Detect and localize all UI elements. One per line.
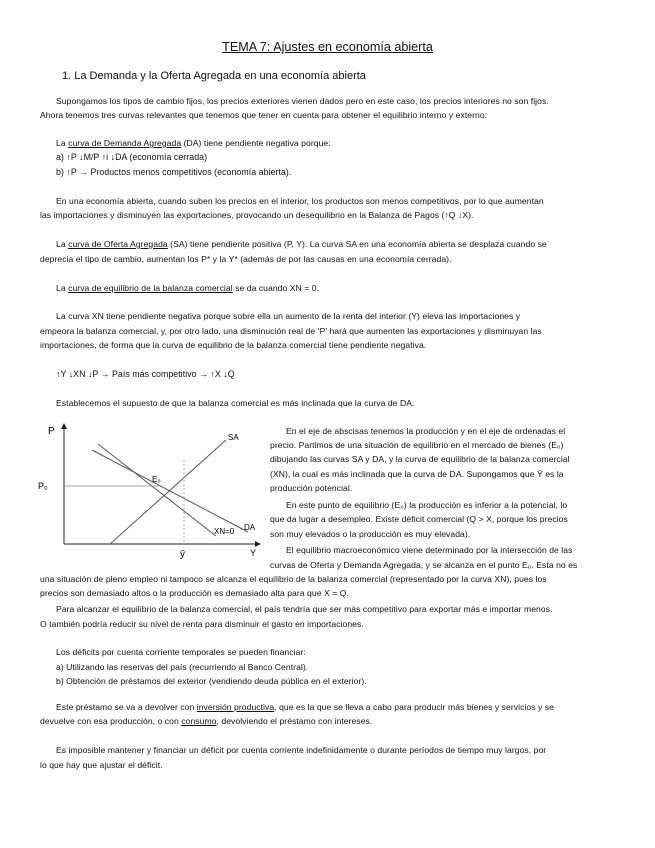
- xn-label: XN=0: [214, 527, 235, 536]
- paragraph-line: precios son demasiado altos o la producción es demasiado alta para que X = Q.: [40, 588, 349, 598]
- xn-definition: La curva de equilibrio de la balanza comercial se da cuando XN = 0.: [56, 283, 320, 293]
- paragraph-line: curvas de Oferta y Demanda Agregada, y se alcanza en el punto E₀. Esta no es: [270, 560, 578, 570]
- paragraph-line: importaciones, de forma que la curva de equilibrio de la balanza comercial tiene pendiente negativa.: [40, 340, 427, 350]
- paragraph-line: Es imposible mantener y financiar un déficit por cuenta corriente indefinidamente o durante períodos de tiempo muy largos, por: [56, 745, 547, 755]
- paragraph-line: producción potencial.: [270, 483, 353, 493]
- da-reason-a: a) ↑P ↓M/P ↑i ↓DA (economía cerrada): [56, 152, 208, 162]
- sa-definition: La curva de Oferta Agregada (SA) tiene pendiente positiva (P, Y). La curva SA en una economía abierta se desplaza cuando se: [56, 239, 547, 249]
- da-curve: [92, 450, 248, 532]
- sa-curve: [110, 440, 226, 544]
- paragraph-line: Para alcanzar el equilibrio de la balanza comercial, el país tendría que ser más competitivo para exportar más e importar menos.: [56, 604, 553, 614]
- financing-item-b: b) Obtención de préstamos del exterior (vendiendo deuda pública en el exterior).: [56, 676, 367, 686]
- ad-as-xn-diagram: [36, 420, 268, 560]
- da-label: DA: [244, 523, 256, 532]
- paragraph-line: (XN), la cual es más inclinada que la curva de DA. Supongamos que Ȳ es la: [270, 469, 564, 479]
- paragraph-line: precio. Partimos de una situación de equilibrio en el mercado de bienes (E₀): [270, 440, 564, 450]
- assumption-line: Establecemos el supuesto de que la balanza comercial es más inclinada que la curva de DA.: [56, 398, 415, 408]
- causal-chain: ↑Y ↓XN ↓P → País más competitivo → ↑X ↓Q: [56, 369, 235, 379]
- ybar-label: ȳ: [180, 549, 185, 560]
- paragraph-line: las importaciones y disminuyen las exportaciones, provocando un desequilibrio en la Balanza de Pagos (↑Q ↓X).: [40, 210, 474, 220]
- intro-line: Ahora tenemos tres curvas relevantes que tenemos que tener en cuenta para obtener el equilibrio interno y externo:: [40, 110, 488, 120]
- p-axis-label: P: [48, 426, 55, 437]
- paragraph-line: empeora la balanza comercial, y, por otro lado, una disminución real de ‘P’ hará que aumenten las exportaciones y disminuyan las: [40, 326, 542, 336]
- paragraph-line: En el eje de abscisas tenemos la producción y en el eje de ordenadas el: [286, 426, 566, 436]
- sa-label: SA: [228, 433, 239, 442]
- paragraph-line: El equilibrio macroeconómico viene determinado por la intersección de las: [286, 545, 573, 555]
- paragraph-line: En este punto de equilibrio (E₀) la producción es inferior a la potencial, lo: [286, 500, 568, 510]
- paragraph-line: La curva XN tiene pendiente negativa porque sobre ella un aumento de la renta del interior (Y) eleva las importaciones y: [56, 311, 521, 321]
- da-definition: La curva de Demanda Agregada (DA) tiene pendiente negativa porque:: [56, 138, 331, 148]
- intro-line: Supongamos los tipos de cambio fijos, los precios exteriores vienen dados pero en este caso, los precios interiores no son fijos.: [56, 96, 549, 106]
- paragraph-line: O también podría reducir su nivel de renta para disminuir el gasto en importaciones.: [40, 619, 364, 629]
- e0-label: E₀: [152, 475, 161, 484]
- section-heading: 1. La Demanda y la Oferta Agregada en una economía abierta: [62, 70, 366, 82]
- paragraph-line: lo que hay que ajustar el déficit.: [40, 760, 163, 770]
- y-axis-label: Y: [250, 548, 257, 558]
- page-title: TEMA 7: Ajustes en economía abierta: [222, 40, 433, 54]
- paragraph-line: una situación de pleno empleo ni tampoco se alcanza el equilibrio de la balanza comercial (representado por la curva XN), pues los: [40, 574, 547, 584]
- paragraph-line: deprecia el tipo de cambio, aumentan los P* y la Y* (además de por las causas en una economía cerrada).: [40, 254, 452, 264]
- financing-item-a: a) Utilizando las reservas del país (recurriendo al Banco Central).: [56, 662, 309, 672]
- financing-intro: Los déficits por cuenta corriente temporales se pueden financiar:: [56, 647, 306, 657]
- paragraph-line: En una economía abierta, cuando suben los precios en el interior, los productos son menos competitivos, por lo que aumentan: [56, 196, 544, 206]
- p0-label: P₀: [38, 481, 48, 491]
- loan-line-1: Este préstamo se va a devolver con inversión productiva, que es la que se lleva a cabo para producir más bienes y servicios y se: [56, 702, 554, 712]
- da-reason-b: b) ↑P → Productos menos competitivos (economía abierta).: [56, 167, 292, 177]
- paragraph-line: dibujando las curvas SA y DA, y la curva de equilibrio de la balanza comercial: [270, 454, 570, 464]
- xn-curve: [98, 444, 216, 536]
- paragraph-line: son muy elevados o la producción es muy elevada).: [270, 529, 471, 539]
- paragraph-line: que da lugar a desempleo. Existe déficit comercial (Q > X, porque los precios: [270, 514, 568, 524]
- loan-line-2: devuelve con esa producción, o con consumo, devolviendo el préstamo con intereses.: [40, 716, 373, 726]
